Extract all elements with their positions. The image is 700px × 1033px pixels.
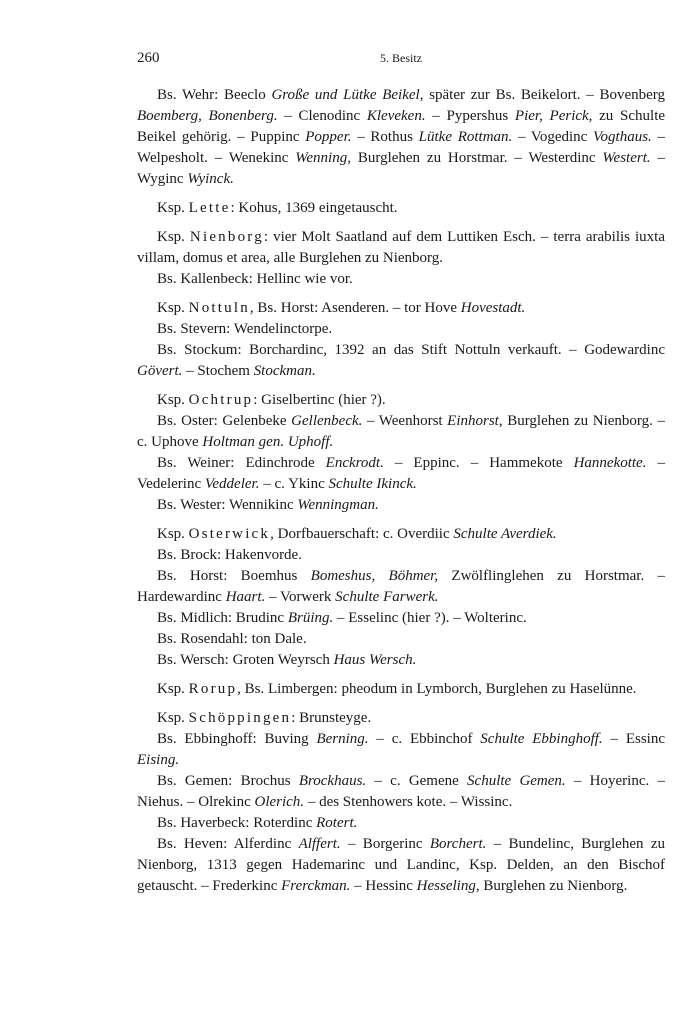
paragraph bbox=[137, 85, 665, 190]
text-run: Bs. Stockum: Borchardinc, 1392 an das Stift Nottuln verkauft. – Godewardinc bbox=[157, 342, 665, 358]
text-run: Bs. Stevern: Wendelinctorpe. bbox=[157, 321, 333, 337]
text-run: Burglehen zu Nienborg. bbox=[479, 878, 628, 894]
text-run: – Eppinc. – Hammekote bbox=[383, 455, 574, 471]
text-run: – Bundelinc, Burglehen zu Nienborg, 1313 gegen Hademarinc und Landinc, Ksp. Delden, an den Bischof getauscht. – Frederkinc bbox=[137, 836, 665, 894]
paragraph bbox=[137, 453, 665, 495]
italic-text: Schulte Farwerk. bbox=[335, 589, 439, 605]
text-run: : vier Molt Saatland auf dem Luttiken Esch. – terra arabilis iuxta villam, domus et area, alle Burglehen zu Nienborg. bbox=[137, 229, 665, 266]
page-header bbox=[137, 50, 665, 70]
italic-text: Gövert. bbox=[137, 363, 183, 379]
paragraph bbox=[137, 708, 665, 729]
text-run: Bs. Oster: Gelenbeke bbox=[157, 413, 292, 429]
text-run: Zwölflinglehen zu Horstmar. – Hardewardinc bbox=[137, 568, 665, 605]
paragraph bbox=[137, 227, 665, 269]
italic-text: Kleveken. bbox=[366, 108, 426, 124]
spaced-place-name: Rorup bbox=[188, 681, 238, 697]
text-run: Bs. Gemen: Brochus bbox=[157, 773, 299, 789]
italic-text: Lütke Rottman. bbox=[418, 129, 513, 145]
italic-text: Holtman gen. Uphoff. bbox=[202, 434, 334, 450]
paragraph bbox=[137, 650, 665, 671]
italic-text: Schulte Averdiek. bbox=[453, 526, 557, 542]
paragraph bbox=[137, 319, 665, 340]
text-run: Bs. Wersch: Groten Weyrsch bbox=[157, 652, 334, 668]
italic-text: Haus Wersch. bbox=[333, 652, 417, 668]
text-run: – c. Ebbinchof bbox=[368, 731, 481, 747]
text-run: Ksp. bbox=[157, 300, 189, 316]
paragraph bbox=[137, 495, 665, 516]
text-run: – Esselinc (hier ?). – Wolterinc. bbox=[333, 610, 527, 626]
paragraph bbox=[137, 629, 665, 650]
text-run: Bs. Heven: Alferdinc bbox=[157, 836, 299, 852]
text-run: , später zur Bs. Beikelort. – Bovenberg bbox=[419, 87, 665, 103]
text-run: , Bs. Horst: Asenderen. – tor Hove bbox=[249, 300, 461, 316]
spaced-place-name: Lette bbox=[188, 200, 231, 216]
paragraph bbox=[137, 198, 665, 219]
text-run: – Welpesholt. – Wenekinc bbox=[137, 129, 666, 166]
text-run: , Bs. Limbergen: pheodum in Lymborch, Burglehen zu Haselünne. bbox=[237, 681, 637, 697]
spaced-place-name: Nottuln bbox=[188, 300, 250, 316]
text-run: : Brunsteyge. bbox=[291, 710, 372, 726]
body-text bbox=[137, 85, 665, 897]
italic-text: Einhorst, bbox=[447, 413, 503, 429]
italic-text: Schulte Ebbinghoff. bbox=[480, 731, 603, 747]
paragraph bbox=[137, 298, 665, 319]
text-run: – Wyginc bbox=[137, 150, 665, 187]
paragraph bbox=[137, 834, 665, 897]
text-run: Bs. Wester: Wennikinc bbox=[157, 497, 298, 513]
text-run: – Essinc bbox=[602, 731, 666, 747]
italic-text: Wenningman. bbox=[297, 497, 379, 513]
text-run: Bs. Weiner: Edinchrode bbox=[157, 455, 326, 471]
text-run: : Kohus, 1369 eingetauscht. bbox=[230, 200, 398, 216]
paragraph bbox=[137, 524, 665, 545]
italic-text: Wyinck. bbox=[187, 171, 234, 187]
spaced-place-name: Osterwick bbox=[188, 526, 271, 542]
italic-text: Vogthaus. bbox=[593, 129, 652, 145]
italic-text: Pier, Perick, bbox=[514, 108, 593, 124]
text-run: Bs. Rosendahl: ton Dale. bbox=[157, 631, 307, 647]
text-run: Bs. Kallenbeck: Hellinc wie vor. bbox=[157, 271, 353, 287]
italic-text: Eising. bbox=[137, 752, 180, 768]
text-run: – Rothus bbox=[351, 129, 419, 145]
text-run: Bs. Haverbeck: Roterdinc bbox=[157, 815, 317, 831]
italic-text: Olerich. bbox=[254, 794, 305, 810]
paragraph bbox=[137, 340, 665, 382]
paragraph bbox=[137, 729, 665, 771]
text-run: Bs. Brock: Hakenvorde. bbox=[157, 547, 302, 563]
paragraph bbox=[137, 813, 665, 834]
italic-text: Hesseling, bbox=[416, 878, 480, 894]
paragraph bbox=[137, 679, 665, 700]
italic-text: Hannekotte. bbox=[573, 455, 647, 471]
text-run: – c. Ykinc bbox=[259, 476, 329, 492]
text-run: Ksp. bbox=[157, 200, 189, 216]
text-run: – c. Gemene bbox=[366, 773, 468, 789]
text-run: Burglehen zu Nienborg. – c. Uphove bbox=[137, 413, 665, 450]
italic-text: Rotert. bbox=[316, 815, 358, 831]
italic-text: Veddeler. bbox=[204, 476, 260, 492]
italic-text: Haart. bbox=[225, 589, 266, 605]
paragraph bbox=[137, 771, 665, 813]
text-run: – Vedelerinc bbox=[137, 455, 666, 492]
text-run: – Borgerinc bbox=[340, 836, 430, 852]
text-run: Ksp. bbox=[157, 229, 190, 245]
text-run: – Weenhorst bbox=[362, 413, 448, 429]
italic-text: Enckrodt. bbox=[325, 455, 384, 471]
text-run: – Hessinc bbox=[350, 878, 417, 894]
italic-text: Wenning, bbox=[295, 150, 351, 166]
text-run: , Dorfbauerschaft: c. Overdiic bbox=[270, 526, 454, 542]
italic-text: Hovestadt. bbox=[460, 300, 526, 316]
text-run: Bs. Wehr: Beeclo bbox=[157, 87, 272, 103]
spaced-place-name: Schöppingen bbox=[188, 710, 292, 726]
paragraph bbox=[137, 390, 665, 411]
paragraph bbox=[137, 269, 665, 290]
text-run: : Giselbertinc (hier ?). bbox=[253, 392, 386, 408]
page-number: 260 bbox=[137, 50, 160, 66]
running-head: 5. Besitz bbox=[380, 51, 422, 65]
text-run: Bs. Ebbinghoff: Buving bbox=[157, 731, 317, 747]
italic-text: Boemberg, Bonenberg. bbox=[137, 108, 278, 124]
text-run: – Stochem bbox=[182, 363, 254, 379]
italic-text: Bomeshus, Böhmer, bbox=[310, 568, 439, 584]
italic-text: Brüing. bbox=[287, 610, 334, 626]
paragraph bbox=[137, 608, 665, 629]
text-run: – Vorwerk bbox=[265, 589, 336, 605]
italic-text: Große und Lütke Beikel bbox=[271, 87, 420, 103]
italic-text: Schulte Ikinck. bbox=[328, 476, 417, 492]
text-run: – Pypershus bbox=[425, 108, 515, 124]
italic-text: Berning. bbox=[316, 731, 369, 747]
text-run: Bs. Midlich: Brudinc bbox=[157, 610, 288, 626]
text-run: – Hoyerinc. – Niehus. – Olrekinc bbox=[137, 773, 665, 810]
spaced-place-name: Nienborg bbox=[189, 229, 264, 245]
text-run: Ksp. bbox=[157, 526, 189, 542]
text-run: – des Stenhowers kote. – Wissinc. bbox=[304, 794, 513, 810]
text-run: Bs. Horst: Boemhus bbox=[157, 568, 311, 584]
italic-text: Gellenbeck. bbox=[291, 413, 363, 429]
text-run: Burglehen zu Horstmar. – Westerdinc bbox=[350, 150, 603, 166]
italic-text: Westert. bbox=[602, 150, 651, 166]
text-run: Ksp. bbox=[157, 681, 189, 697]
paragraph bbox=[137, 566, 665, 608]
spaced-place-name: Ochtrup bbox=[188, 392, 254, 408]
italic-text: Stockman. bbox=[253, 363, 316, 379]
text-run: – Vogedinc bbox=[512, 129, 594, 145]
paragraph bbox=[137, 545, 665, 566]
text-run: Ksp. bbox=[157, 392, 189, 408]
italic-text: Frerckman. bbox=[281, 878, 351, 894]
text-run: – Clenodinc bbox=[277, 108, 367, 124]
paragraph bbox=[137, 411, 665, 453]
italic-text: Schulte Gemen. bbox=[467, 773, 566, 789]
italic-text: Borchert. bbox=[429, 836, 487, 852]
text-run: Ksp. bbox=[157, 710, 189, 726]
italic-text: Alffert. bbox=[298, 836, 341, 852]
italic-text: Popper. bbox=[305, 129, 352, 145]
text-run: zu Schulte Beikel gehörig. – Puppinc bbox=[137, 108, 666, 145]
italic-text: Brockhaus. bbox=[298, 773, 367, 789]
